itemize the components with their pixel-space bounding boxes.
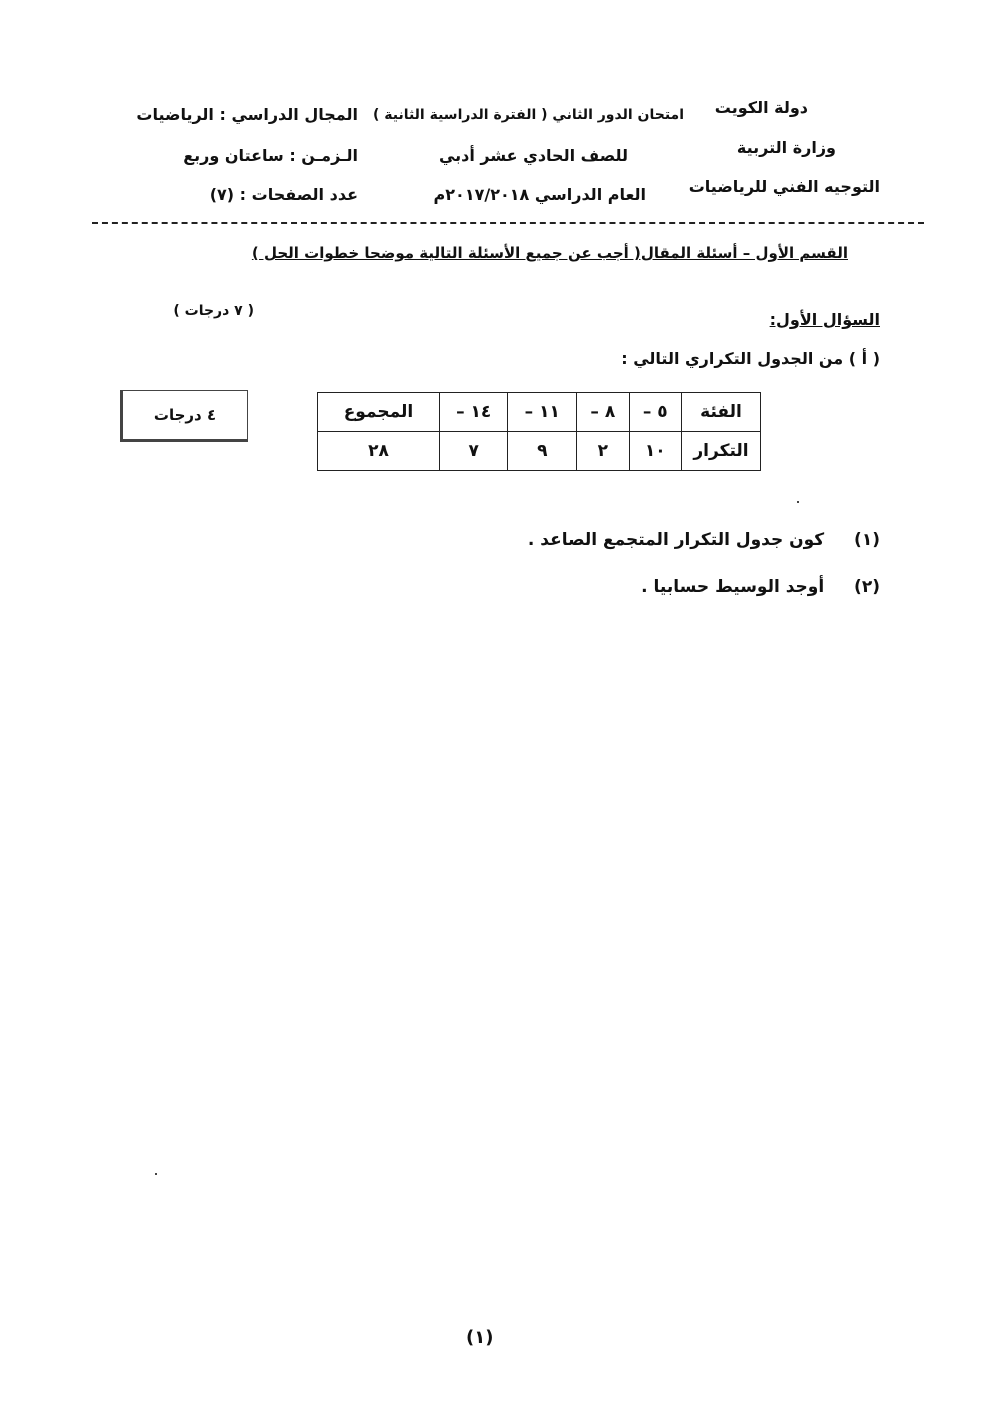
question-item-2 [641,577,880,597]
question-marks: ( ٧ درجات ) [173,303,254,319]
item-number: (٢) [854,577,880,597]
header-time: الـزمـن : ساعتان وربع [183,146,358,165]
part-a-score-label: ٤ درجات [153,406,217,424]
table-cell: التكرار [682,432,761,471]
table-cell: ٥ – [629,393,681,432]
header-exam-title: امتحان الدور الثاني ( الفترة الدراسية الثانية ) [372,107,684,123]
header-grade: للصف الحادي عشر أدبي [438,146,628,165]
table-cell: ١١ – [508,393,577,432]
question-label: السؤال الأول: [769,310,880,329]
scan-speck [797,501,799,503]
table-cell: ٢ [577,432,629,471]
table-cell: ١٤ – [439,393,508,432]
header-page-count: عدد الصفحات : (٧) [209,185,358,204]
item-text: أوجد الوسيط حسابيا . [641,577,825,597]
header-department: التوجيه الفني للرياضيات [688,177,880,196]
section-title: القسم الأول – أسئلة المقال( أجب عن جميع الأسئلة التالية موضحا خطوات الحل ) [251,244,848,262]
table-row [318,432,761,471]
table-cell: ٩ [508,432,577,471]
table-cell: ١٠ [629,432,681,471]
table-cell: ٨ – [577,393,629,432]
part-a-score-box [120,390,248,442]
table-cell: الفئة [682,393,761,432]
header-divider [92,222,924,224]
table-cell: ٧ [439,432,508,471]
table-row [318,393,761,432]
table-cell: المجموع [318,393,440,432]
header-subject: المجال الدراسي : الرياضيات [136,105,358,124]
frequency-table [317,392,761,471]
table-cell: ٢٨ [318,432,440,471]
header-academic-year: العام الدراسي ٢٠١٧/٢٠١٨م [433,185,646,204]
scan-speck [155,1173,157,1175]
part-a-prompt: ( أ ) من الجدول التكراري التالي : [621,349,880,368]
header-ministry: وزارة التربية [736,138,836,157]
header-country: دولة الكويت [714,98,808,117]
item-text: كون جدول التكرار المتجمع الصاعد . [527,530,825,550]
question-item-1 [528,530,880,550]
page-number: (١) [466,1327,494,1348]
item-number: (١) [854,530,880,550]
